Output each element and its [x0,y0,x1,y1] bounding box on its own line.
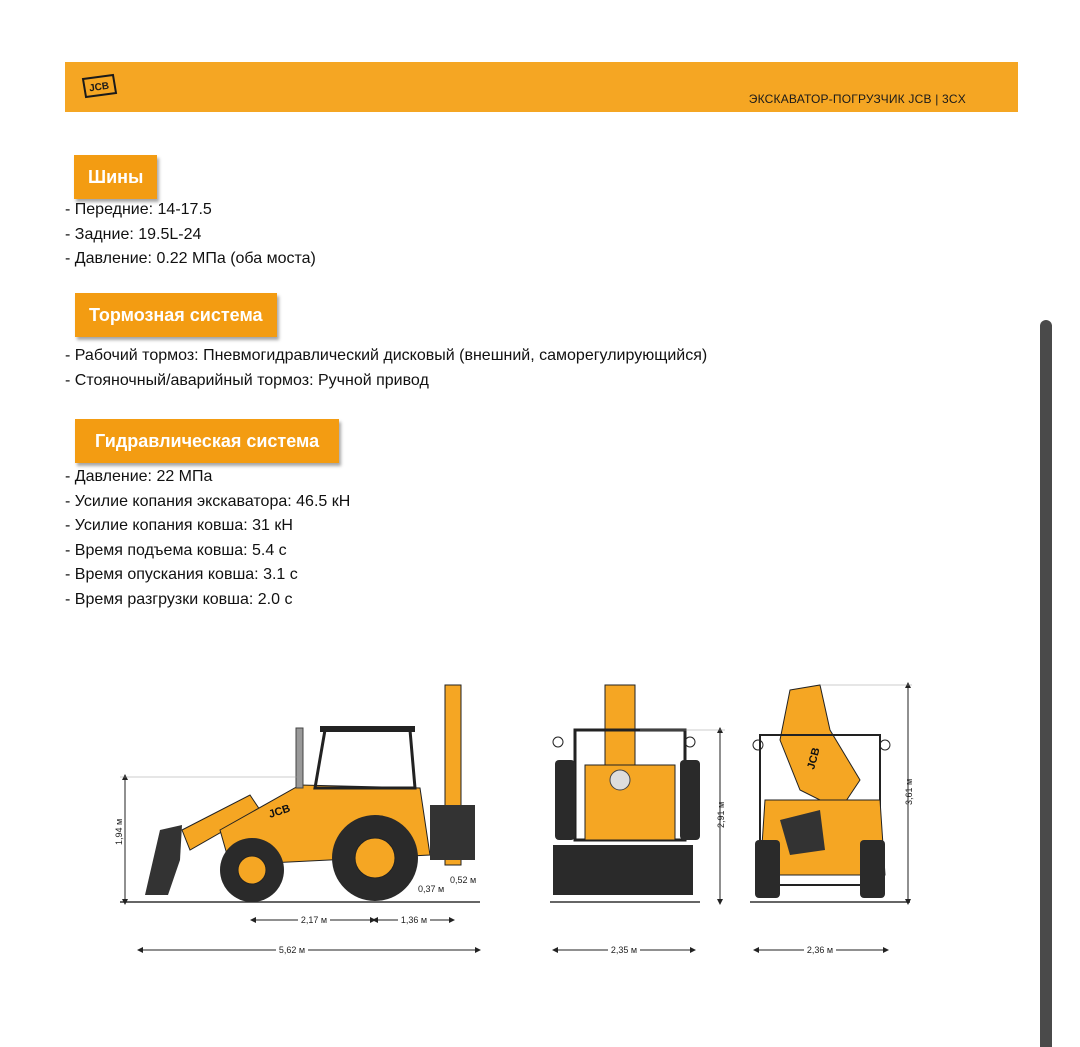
dim-label-height-side: 1,94 м [114,818,124,845]
section-title-brakes: Тормозная система [75,293,277,337]
spec-list-tires [65,198,316,272]
spec-list-brakes [65,344,707,393]
vertical-scrollbar[interactable] [1040,320,1052,1047]
section-title-tires: Шины [74,155,157,199]
spec-list-hydraulics [65,465,350,612]
dim-label-wheelbase: 2,17 м [300,915,328,925]
list-item: - Усилие копания ковша: 31 кН [65,517,293,534]
backhoe-dimension-drawing [100,670,930,970]
front-view-machine [550,685,700,902]
dim-label-front-height: 2,91 м [716,801,726,828]
rear-view-machine [750,685,910,902]
svg-text:JCB: JCB [805,746,823,771]
dim-label-rear-width: 2,36 м [806,945,834,955]
jcb-logo-icon [80,73,118,99]
dim-label-rear-overhang: 1,36 м [400,915,428,925]
list-item: - Время опускания ковша: 3.1 с [65,566,298,583]
list-item: - Стояночный/аварийный тормоз: Ручной привод [65,371,429,389]
svg-text:JCB: JCB [267,802,292,821]
svg-text:JCB: JCB [88,80,110,95]
list-item: - Давление: 0.22 МПа (оба моста) [65,250,316,267]
list-item: - Время разгрузки ковша: 2.0 с [65,590,293,608]
list-item: - Рабочий тормоз: Пневмогидравлический дисковый (внешний, саморегулирующийся) [65,347,708,364]
list-item: - Давление: 22 МПа [65,468,213,485]
dim-label-clearance-2: 0,52 м [450,875,477,885]
list-item: - Время подъема ковша: 5.4 с [65,541,287,559]
list-item: - Усилие копания экскаватора: 46.5 кН [65,492,351,510]
dim-label-front-width: 2,35 м [610,945,638,955]
section-title-hydraulics: Гидравлическая система [75,419,339,463]
list-item: - Передние: 14-17.5 [65,201,212,218]
header-bar [65,62,1018,112]
dim-label-total-length: 5,62 м [278,945,306,955]
dim-label-clearance-1: 0,37 м [418,884,445,894]
side-view-machine [120,685,480,902]
document-title: ЭКСКАВАТОР-ПОГРУЗЧИК JCB | 3CX [748,92,966,106]
dim-label-rear-height: 3,61 м [904,778,914,805]
list-item: - Задние: 19.5L-24 [65,225,202,243]
